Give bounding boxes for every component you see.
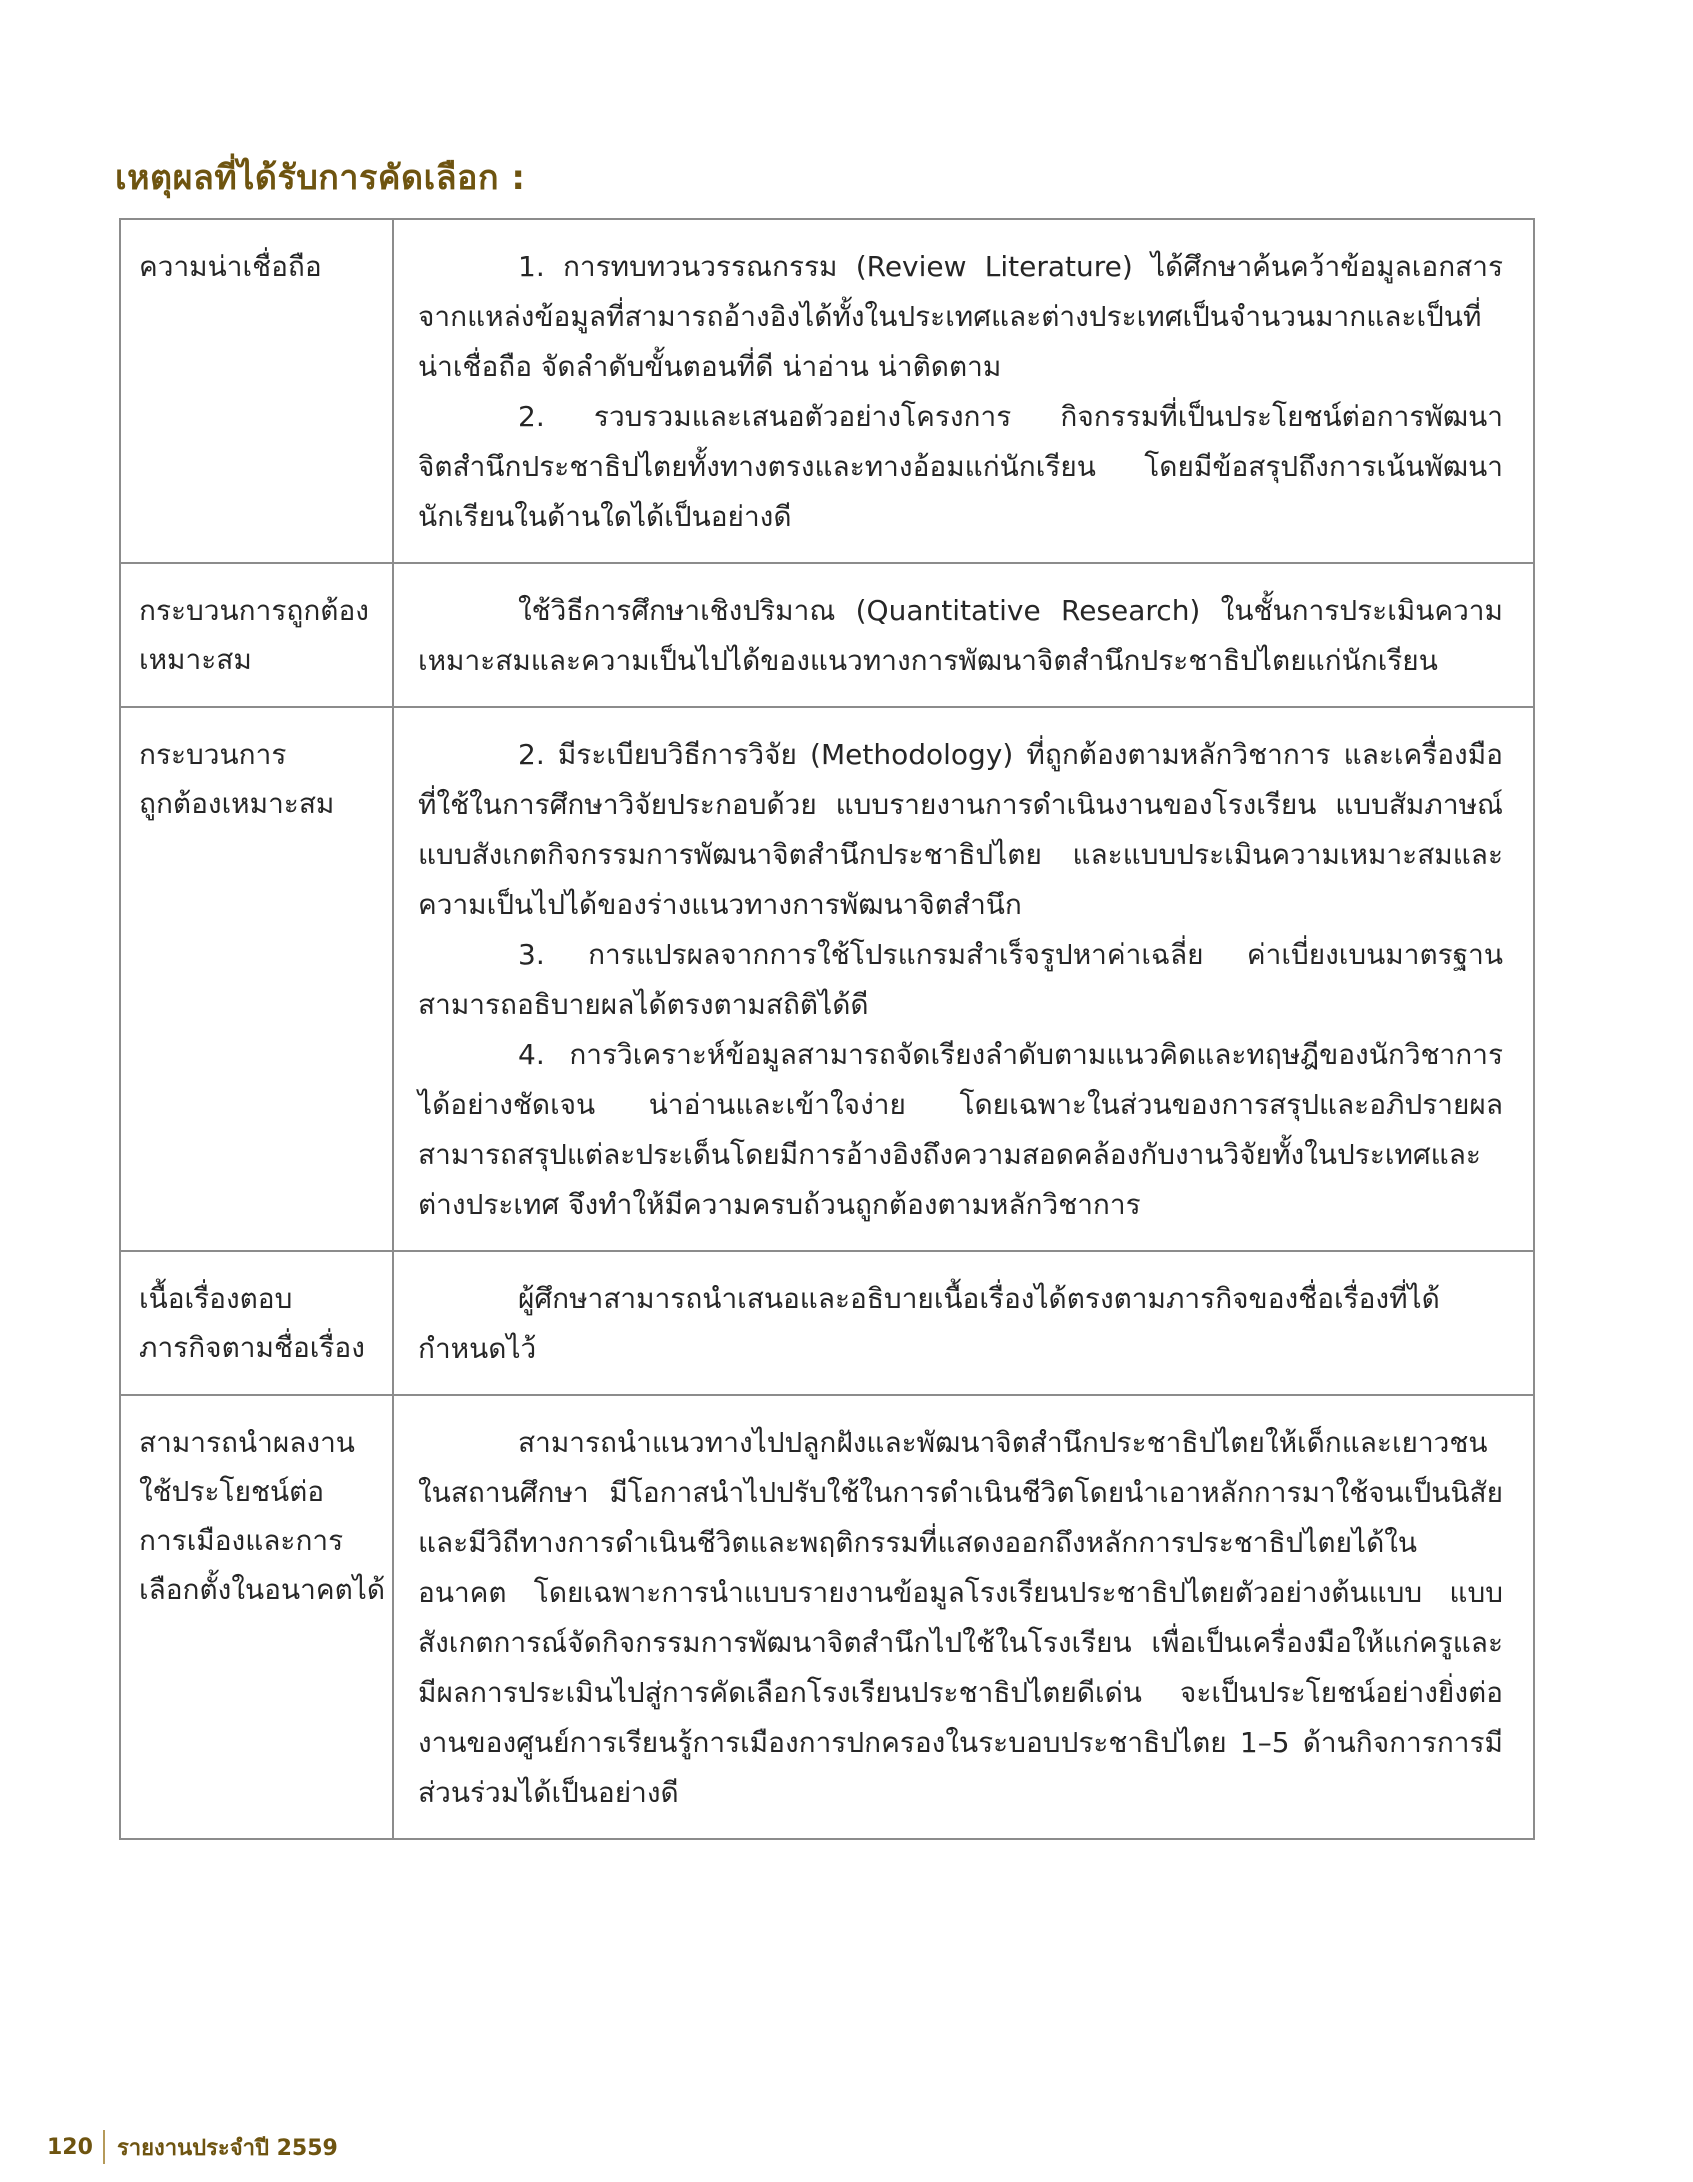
criterion-label-cell [120, 563, 393, 707]
page-footer [47, 2127, 338, 2167]
criterion-label: การเมืองและการ [139, 1524, 344, 1557]
table-row [120, 563, 1534, 707]
criterion-label: ความน่าเชื่อถือ [139, 250, 322, 283]
criterion-reason-cell [393, 1395, 1534, 1839]
criterion-label: สามารถนำผลงาน [139, 1426, 355, 1459]
reason-paragraph: 2. มีระเบียบวิธีการวิจัย (Methodology) ที่ถูกต้องตามหลักวิชาการ และเครื่องมือที่ใช้ในการศึกษาวิจัยประกอบด้วย แบบรายงานการดำเนินงานของโรงเรียน แบบสัมภาษณ์ แบบสังเกตกิจกรรมการพัฒนาจิตสำนึกประชาธิปไตย และแบบประเมินความเหมาะสมและความเป็นไปได้ของร่างแนวทางการพัฒนาจิตสำนึก [418, 738, 1503, 921]
criterion-label: เลือกตั้งในอนาคตได้ [139, 1573, 386, 1606]
criterion-label: เนื้อเรื่องตอบ [139, 1282, 293, 1315]
reason-paragraph: ใช้วิธีการศึกษาเชิงปริมาณ (Quantitative Research) ในชั้นการประเมินความเหมาะสมและความเป็นไปได้ของแนวทางการพัฒนาจิตสำนึกประชาธิปไตยแก่นักเรียน [418, 594, 1503, 677]
criterion-label: ถูกต้องเหมาะสม [139, 787, 335, 820]
criterion-reason-cell [393, 219, 1534, 563]
criterion-reason-cell [393, 1251, 1534, 1395]
criterion-label: กระบวนการ [139, 738, 287, 771]
reason-paragraph: ผู้ศึกษาสามารถนำเสนอและอธิบายเนื้อเรื่องได้ตรงตามภารกิจของชื่อเรื่องที่ได้กำหนดไว้ [418, 1282, 1440, 1365]
page-number: 120 [47, 2134, 93, 2160]
criterion-label: ภารกิจตามชื่อเรื่อง [139, 1331, 365, 1364]
reason-paragraph: 1. การทบทวนวรรณกรรม (Review Literature) ได้ศึกษาค้นคว้าข้อมูลเอกสารจากแหล่งข้อมูลที่สามารถอ้างอิงได้ทั้งในประเทศและต่างประเทศเป็นจำนวนมากและเป็นที่น่าเชื่อถือ จัดลำดับขั้นตอนที่ดี น่าอ่าน น่าติดตาม [418, 250, 1503, 383]
table-row [120, 1395, 1534, 1839]
reason-paragraph: สามารถนำแนวทางไปปลูกฝังและพัฒนาจิตสำนึกประชาธิปไตยให้เด็กและเยาวชนในสถานศึกษา มีโอกาสนำไปปรับใช้ในการดำเนินชีวิตโดยนำเอาหลักการมาใช้จนเป็นนิสัย และมีวิถีทางการดำเนินชีวิตและพฤติกรรมที่แสดงออกถึงหลักการประชาธิปไตยได้ในอนาคต โดยเฉพาะการนำแบบรายงานข้อมูลโรงเรียนประชาธิปไตยตัวอย่างต้นแบบ แบบสังเกตการณ์จัดกิจกรรมการพัฒนาจิตสำนึกไปใช้ในโรงเรียน เพื่อเป็นเครื่องมือให้แก่ครูและมีผลการประเมินไปสู่การคัดเลือกโรงเรียนประชาธิปไตยดีเด่น จะเป็นประโยชน์อย่างยิ่งต่องานของศูนย์การเรียนรู้การเมืองการปกครองในระบอบประชาธิปไตย 1–5 ด้านกิจการการมีส่วนร่วมได้เป็นอย่างดี [418, 1426, 1503, 1809]
criterion-label: กระบวนการถูกต้อง [139, 594, 369, 627]
reason-paragraph: 4. การวิเคราะห์ข้อมูลสามารถจัดเรียงลำดับตามแนวคิดและทฤษฎีของนักวิชาการได้อย่างชัดเจน น่าอ่านและเข้าใจง่าย โดยเฉพาะในส่วนของการสรุปและอภิปรายผลสามารถสรุปแต่ละประเด็นโดยมีการอ้างอิงถึงความสอดคล้องกับงานวิจัยทั้งในประเทศและต่างประเทศ จึงทำให้มีความครบถ้วนถูกต้องตามหลักวิชาการ [418, 1038, 1503, 1221]
reason-paragraph: 3. การแปรผลจากการใช้โปรแกรมสำเร็จรูปหาค่าเฉลี่ย ค่าเบี่ยงเบนมาตรฐานสามารถอธิบายผลได้ตรงตามสถิติได้ดี [418, 938, 1503, 1021]
reason-paragraph: 2. รวบรวมและเสนอตัวอย่างโครงการ กิจกรรมที่เป็นประโยชน์ต่อการพัฒนาจิตสำนึกประชาธิปไตยทั้งทางตรงและทางอ้อมแก่นักเรียน โดยมีข้อสรุปถึงการเน้นพัฒนานักเรียนในด้านใดได้เป็นอย่างดี [418, 400, 1503, 533]
footer-divider [103, 2130, 105, 2164]
criterion-label: เหมาะสม [139, 643, 252, 676]
table-row [120, 707, 1534, 1251]
criterion-label: ใช้ประโยชน์ต่อ [139, 1475, 325, 1508]
criterion-label-cell [120, 1251, 393, 1395]
selection-criteria-table [119, 218, 1535, 1840]
criterion-label-cell [120, 219, 393, 563]
criterion-reason-cell [393, 563, 1534, 707]
publication-title: รายงานประจำปี 2559 [116, 2135, 338, 2161]
table-row [120, 219, 1534, 563]
criterion-label-cell [120, 707, 393, 1251]
criterion-label-cell [120, 1395, 393, 1839]
table-row [120, 1251, 1534, 1395]
section-heading: เหตุผลที่ได้รับการคัดเลือก : [115, 158, 526, 198]
criterion-reason-cell [393, 707, 1534, 1251]
